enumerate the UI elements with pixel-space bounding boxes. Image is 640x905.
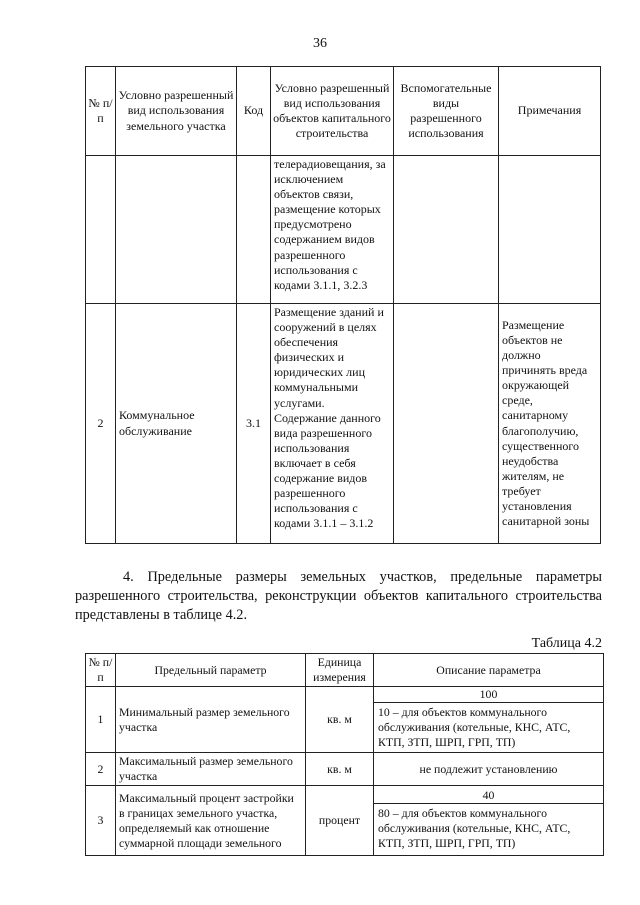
cell-unit: кв. м <box>306 753 374 786</box>
cell-code <box>237 156 271 304</box>
cell-parameter: Минимальный размер земельного участка <box>116 687 306 753</box>
land-use-table <box>85 66 601 544</box>
paragraph-text: 4. Предельные размеры земельных участков, предельные параметры разрешенного строительства, реконструкции объектов капитального строительства представлены в таблице 4.2. <box>75 569 602 623</box>
header-auxiliary: Вспомогательные виды разрешенного использования <box>394 67 499 156</box>
cell-unit: процент <box>306 786 374 856</box>
parameters-table <box>85 653 604 856</box>
cell-auxiliary <box>394 156 499 304</box>
header-notes: Примечания <box>499 67 601 156</box>
cell-code: 3.1 <box>237 304 271 544</box>
cell-land-use: Коммунальное обслуживание <box>116 304 237 544</box>
header-unit: Единица измерения <box>306 654 374 687</box>
cell-capital-use: Размещение зданий и сооружений в целях обеспечения физических и юридических лиц коммунальными услугами. Содержание данного вида разрешенного использования включает в себя содержание видов разрешенного использования с кодами 3.1.1 – 3.1.2 <box>271 304 394 544</box>
table-row <box>86 304 601 544</box>
page-number: 36 <box>313 36 327 51</box>
cell-description: не подлежит установлению <box>374 753 604 786</box>
cell-notes: Размещение объектов не должно причинять вреда окружающей среде, санитарному благополучию, существенного неудобства жителям, не требует установления санитарной зоны <box>499 304 601 544</box>
table-row <box>86 786 604 856</box>
body-paragraph <box>75 568 602 625</box>
cell-notes <box>499 156 601 304</box>
table-row <box>86 156 601 304</box>
cell-number: 3 <box>86 786 116 856</box>
cell-description <box>374 687 604 753</box>
table-row <box>86 753 604 786</box>
description-value: 100 <box>374 687 603 703</box>
header-land-use: Условно разрешенный вид использования земельного участка <box>116 67 237 156</box>
header-parameter: Предельный параметр <box>116 654 306 687</box>
description-extra: 80 – для объектов коммунального обслуживания (котельные, КНС, АТС, КТП, ЗТП, ШРП, ГРП, ТП) <box>378 806 571 850</box>
cell-description <box>374 786 604 856</box>
header-number: № п/п <box>86 654 116 687</box>
cell-number <box>86 156 116 304</box>
description-extra: 10 – для объектов коммунального обслуживания (котельные, КНС, АТС, КТП, ЗТП, ШРП, ГРП, ТП) <box>378 705 571 749</box>
cell-capital-use: телерадиовещания, за исключением объектов связи, размещение которых предусмотрено содержанием видов разрешенного использования с кодами 3.1.1, 3.2.3 <box>271 156 394 304</box>
cell-number: 2 <box>86 753 116 786</box>
cell-unit: кв. м <box>306 687 374 753</box>
header-number: № п/п <box>86 67 116 156</box>
description-value: 40 <box>374 788 603 804</box>
header-description: Описание параметра <box>374 654 604 687</box>
cell-land-use <box>116 156 237 304</box>
cell-parameter: Максимальный процент застройки в границах земельного участка, определяемый как отношение суммарной площади земельного <box>116 786 306 856</box>
table-row <box>86 687 604 753</box>
cell-number: 2 <box>86 304 116 544</box>
table-header-row <box>86 67 601 156</box>
table-caption: Таблица 4.2 <box>531 636 602 651</box>
cell-parameter: Максимальный размер земельного участка <box>116 753 306 786</box>
header-capital-use: Условно разрешенный вид использования объектов капитального строительства <box>271 67 394 156</box>
header-code: Код <box>237 67 271 156</box>
cell-auxiliary <box>394 304 499 544</box>
cell-number: 1 <box>86 687 116 753</box>
table-header-row <box>86 654 604 687</box>
